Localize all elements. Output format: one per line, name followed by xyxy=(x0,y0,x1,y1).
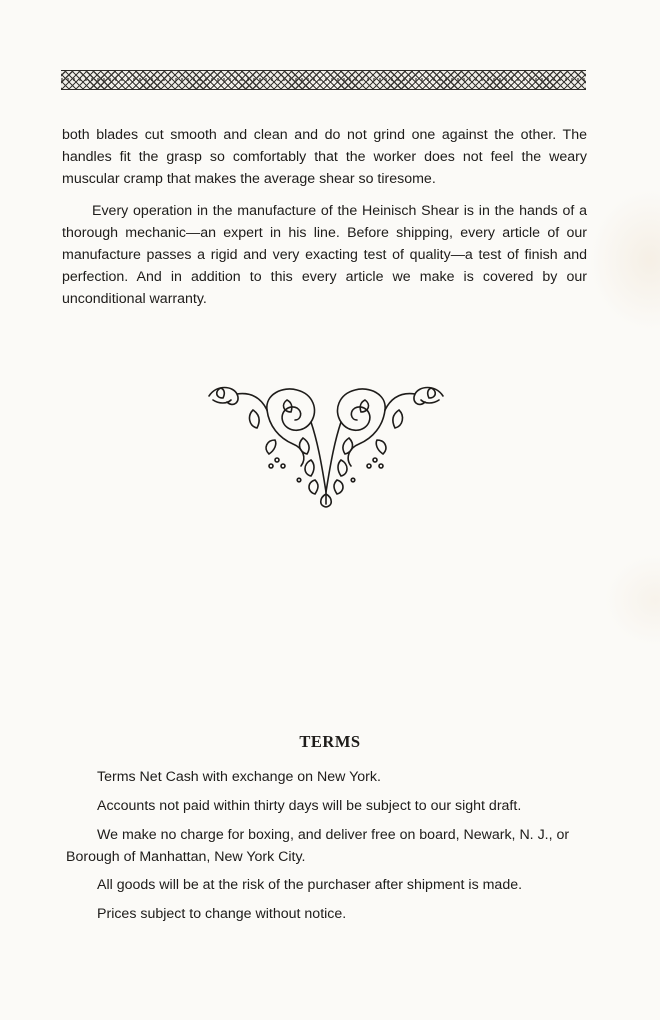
body-paragraph: both blades cut smooth and clean and do not grind one against the other. The handles fit the grasp so comfortably that the worker does not feel the weary muscular cramp that makes the average shear so tiresome. xyxy=(62,127,587,187)
terms-item: We make no charge for boxing, and deliver free on board, Newark, N. J., or Borough of Manhattan, New York City. xyxy=(66,827,570,865)
terms-heading: TERMS xyxy=(299,732,361,751)
decorative-border-band xyxy=(61,70,586,90)
body-paragraph: Every operation in the manufacture of the Heinisch Shear is in the hands of a thorough mechanic—an expert in his line. Before shipping, every article of our manufacture passes a rigid and very exacting test of quality—a test of finish and perfection. And in addition to this every article we make is covered by our unconditional warranty. xyxy=(62,203,587,307)
terms-item: All goods will be at the risk of the purchaser after shipment is made. xyxy=(97,877,523,893)
floral-ornament-icon xyxy=(203,380,449,508)
terms-item: Terms Net Cash with exchange on New York. xyxy=(97,769,381,785)
terms-item: Accounts not paid within thirty days will be subject to our sight draft. xyxy=(97,798,522,814)
terms-item: Prices subject to change without notice. xyxy=(97,906,347,922)
